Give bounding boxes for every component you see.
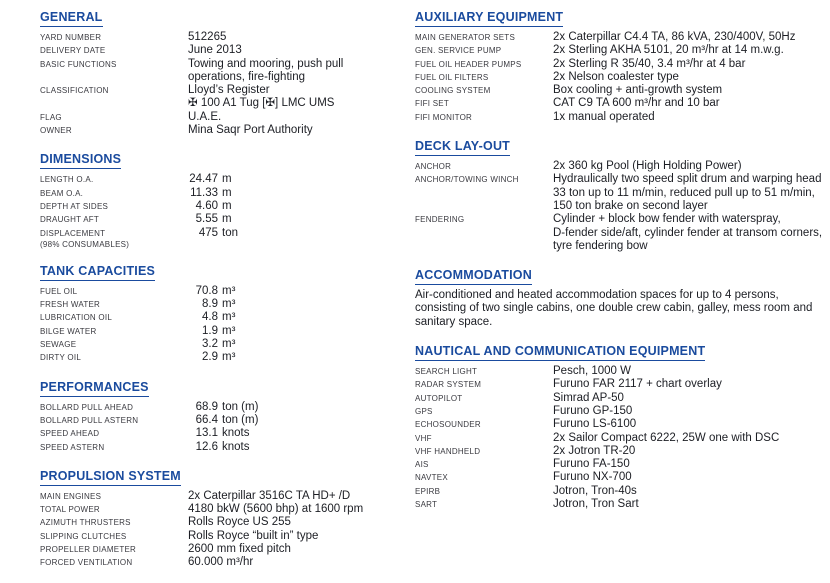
spec-row bbox=[415, 445, 829, 458]
value-line: June 2013 bbox=[188, 44, 242, 57]
value-unit: ton (m) bbox=[222, 413, 259, 426]
value-line: Box cooling + anti-growth system bbox=[553, 84, 723, 97]
spec-label-text: PROPELLER DIAMETER bbox=[40, 545, 137, 555]
value-unit: m³ bbox=[222, 351, 236, 364]
spec-label bbox=[40, 490, 188, 503]
spec-value bbox=[553, 445, 829, 458]
spec-row bbox=[415, 365, 829, 378]
spec-label-text: AIS bbox=[415, 460, 429, 470]
value-line: CAT C9 TA 600 m³/hr and 10 bar bbox=[553, 97, 720, 110]
spec-value bbox=[553, 485, 829, 498]
spec-value bbox=[188, 338, 402, 351]
spec-label bbox=[40, 44, 188, 57]
spec-value bbox=[553, 84, 829, 97]
spec-label-text: FRESH WATER bbox=[40, 300, 101, 310]
spec-row bbox=[415, 213, 829, 253]
spec-label-text: GPS bbox=[415, 406, 433, 416]
section-title: NAUTICAL AND COMMUNICATION EQUIPMENT bbox=[415, 345, 705, 361]
value-line: Furuno LS-6100 bbox=[553, 418, 637, 431]
value-unit: m bbox=[222, 173, 232, 186]
spec-label bbox=[415, 71, 553, 84]
spec-label bbox=[40, 213, 188, 226]
spec-row bbox=[40, 401, 402, 414]
value-unit: m³ bbox=[222, 324, 236, 337]
spec-label bbox=[40, 84, 188, 97]
spec-label-subtext: (98% CONSUMABLES) bbox=[40, 239, 130, 249]
spec-value bbox=[553, 365, 829, 378]
spec-label bbox=[40, 111, 188, 124]
spec-label bbox=[415, 213, 553, 226]
spec-label-text: COOLING SYSTEM bbox=[415, 86, 491, 96]
spec-label bbox=[40, 227, 188, 249]
spec-label bbox=[415, 44, 553, 57]
value-line: 60.000 m³/hr bbox=[188, 556, 254, 569]
spec-label-text: RADAR SYSTEM bbox=[415, 380, 482, 390]
spec-row bbox=[40, 285, 402, 298]
spec-label-text: OWNER bbox=[40, 126, 72, 136]
spec-row bbox=[40, 84, 402, 111]
spec-label bbox=[40, 311, 188, 324]
value-unit: m bbox=[222, 213, 232, 226]
spec-value bbox=[188, 285, 402, 298]
spec-label bbox=[415, 485, 553, 498]
value-line: Towing and mooring, push pull bbox=[188, 57, 344, 70]
spec-row bbox=[40, 200, 402, 213]
spec-value bbox=[188, 427, 402, 440]
spec-row bbox=[40, 427, 402, 440]
spec-row bbox=[415, 97, 829, 110]
value-number: 12.6 bbox=[195, 440, 218, 453]
spec-label bbox=[40, 427, 188, 440]
spec-value bbox=[553, 418, 829, 431]
spec-row bbox=[40, 173, 402, 186]
spec-value bbox=[553, 31, 829, 44]
value-number: 13.1 bbox=[195, 427, 218, 440]
value-number: 3.2 bbox=[202, 338, 218, 351]
section-propulsion-system bbox=[40, 467, 402, 570]
spec-label bbox=[40, 298, 188, 311]
value-line: D-fender side/aft, cylinder fender at transom corners, bbox=[553, 226, 823, 239]
spec-label-text: CLASSIFICATION bbox=[40, 86, 109, 96]
spec-row bbox=[40, 311, 402, 324]
spec-label-text: BEAM O.A. bbox=[40, 188, 84, 198]
spec-label bbox=[40, 401, 188, 414]
spec-value bbox=[553, 432, 829, 445]
spec-label bbox=[40, 187, 188, 200]
value-unit: m³ bbox=[222, 338, 236, 351]
spec-value bbox=[188, 503, 402, 516]
spec-label-text: BILGE WATER bbox=[40, 326, 97, 336]
spec-label bbox=[40, 31, 188, 44]
spec-row bbox=[40, 338, 402, 351]
value-line: Furuno NX-700 bbox=[553, 471, 632, 484]
spec-row bbox=[40, 556, 402, 569]
spec-label-text: VHF HANDHELD bbox=[415, 446, 481, 456]
spec-value bbox=[188, 556, 402, 569]
spec-label-text: DRAUGHT AFT bbox=[40, 215, 100, 225]
spec-row bbox=[415, 160, 829, 173]
spec-row bbox=[415, 485, 829, 498]
spec-label-text: SEWAGE bbox=[40, 340, 77, 350]
value-number: 24.47 bbox=[189, 173, 218, 186]
spec-row bbox=[415, 58, 829, 71]
spec-row bbox=[40, 187, 402, 200]
spec-label-text: MAIN ENGINES bbox=[40, 491, 102, 501]
value-line: Furuno GP-150 bbox=[553, 404, 633, 417]
spec-row bbox=[415, 458, 829, 471]
value-line: Lloyd’s Register bbox=[188, 84, 270, 97]
value-line: Furuno FAR 2117 + chart overlay bbox=[553, 378, 722, 391]
spec-value bbox=[553, 111, 829, 124]
spec-label bbox=[40, 58, 188, 71]
spec-value bbox=[188, 325, 402, 338]
spec-label bbox=[40, 351, 188, 364]
spec-value bbox=[188, 31, 402, 44]
spec-row bbox=[40, 325, 402, 338]
section-general bbox=[40, 8, 402, 137]
spec-row bbox=[40, 414, 402, 427]
spec-label-text: FIFI SET bbox=[415, 99, 449, 109]
value-line: 2600 mm fixed pitch bbox=[188, 543, 291, 556]
spec-label-text: ANCHOR/TOWING WINCH bbox=[415, 175, 519, 185]
spec-label bbox=[415, 111, 553, 124]
spec-row bbox=[415, 378, 829, 391]
spec-label bbox=[40, 200, 188, 213]
spec-sheet-right-column bbox=[415, 8, 829, 524]
spec-label-text: SEARCH LIGHT bbox=[415, 367, 478, 377]
value-line: 2x Sailor Compact 6222, 25W one with DSC bbox=[553, 431, 780, 444]
spec-value bbox=[553, 213, 829, 253]
value-unit: m bbox=[222, 186, 232, 199]
section-performances bbox=[40, 378, 402, 454]
value-number: 66.4 bbox=[195, 413, 218, 426]
spec-label-text: AZIMUTH THRUSTERS bbox=[40, 518, 131, 528]
spec-label bbox=[40, 543, 188, 556]
spec-label-text: MAIN GENERATOR SETS bbox=[415, 33, 516, 42]
section-title: ACCOMMODATION bbox=[415, 269, 532, 285]
spec-value bbox=[553, 173, 829, 213]
spec-label bbox=[40, 285, 188, 298]
section-auxiliary-equipment bbox=[415, 8, 829, 124]
spec-label bbox=[415, 471, 553, 484]
spec-label bbox=[40, 556, 188, 569]
value-line: Mina Saqr Port Authority bbox=[188, 124, 313, 137]
spec-label-text: FLAG bbox=[40, 112, 62, 122]
value-line: 2x Caterpillar C4.4 TA, 86 kVA, 230/400V, 50Hz bbox=[553, 31, 796, 43]
spec-label bbox=[415, 445, 553, 458]
spec-label-text: FUEL OIL bbox=[40, 286, 78, 296]
spec-label bbox=[415, 378, 553, 391]
spec-value bbox=[188, 84, 402, 111]
spec-label bbox=[415, 31, 553, 44]
spec-label bbox=[415, 418, 553, 431]
spec-label-text: DIRTY OIL bbox=[40, 353, 82, 363]
spec-label bbox=[415, 58, 553, 71]
spec-label-text: BASIC FUNCTIONS bbox=[40, 59, 117, 69]
spec-row bbox=[415, 498, 829, 511]
spec-label-text: ANCHOR bbox=[415, 162, 452, 172]
value-unit: m³ bbox=[222, 311, 236, 324]
spec-value bbox=[188, 311, 402, 324]
spec-row bbox=[40, 441, 402, 454]
value-number: 5.55 bbox=[195, 213, 218, 226]
spec-label-text: SPEED ASTERN bbox=[40, 442, 105, 452]
spec-value bbox=[188, 490, 402, 503]
spec-label-text: SPEED AHEAD bbox=[40, 429, 100, 439]
spec-value bbox=[553, 405, 829, 418]
spec-value bbox=[188, 44, 402, 57]
spec-row bbox=[415, 418, 829, 431]
spec-label-text: SART bbox=[415, 500, 438, 510]
spec-value bbox=[553, 160, 829, 173]
spec-label-text: DELIVERY DATE bbox=[40, 46, 106, 56]
spec-value bbox=[188, 441, 402, 454]
spec-value bbox=[188, 213, 402, 226]
value-line: 33 ton up to 11 m/min, reduced pull up to 51 m/min, bbox=[553, 186, 815, 199]
value-number: 475 bbox=[198, 226, 218, 239]
section-title: DECK LAY-OUT bbox=[415, 140, 510, 156]
spec-row bbox=[40, 516, 402, 529]
spec-label-text: VHF bbox=[415, 433, 432, 443]
spec-label-text: TOTAL POWER bbox=[40, 505, 100, 515]
spec-value bbox=[553, 471, 829, 484]
value-unit: ton bbox=[222, 226, 238, 239]
spec-label-text: LENGTH O.A. bbox=[40, 175, 94, 185]
value-line: 2x Sterling AKHA 5101, 20 m³/hr at 14 m.w.g. bbox=[553, 44, 784, 57]
section-title: PROPULSION SYSTEM bbox=[40, 470, 181, 486]
spec-value bbox=[188, 530, 402, 543]
spec-label-text: ECHOSOUNDER bbox=[415, 420, 481, 430]
spec-label bbox=[415, 84, 553, 97]
value-line: U.A.E. bbox=[188, 110, 222, 123]
spec-row bbox=[40, 44, 402, 57]
value-number: 68.9 bbox=[195, 400, 218, 413]
value-line: Rolls Royce “built in” type bbox=[188, 529, 319, 542]
section-accommodation bbox=[415, 266, 829, 329]
spec-label-text: FENDERING bbox=[415, 215, 465, 225]
spec-row bbox=[40, 503, 402, 516]
spec-value bbox=[553, 498, 829, 511]
spec-label bbox=[40, 414, 188, 427]
spec-value bbox=[188, 227, 402, 240]
spec-value bbox=[553, 458, 829, 471]
value-line: Jotron, Tron Sart bbox=[553, 498, 639, 511]
spec-label-text: NAVTEX bbox=[415, 473, 448, 483]
paragraph-line: sanitary space. bbox=[415, 315, 493, 328]
spec-label-text: DISPLACEMENT bbox=[40, 228, 106, 238]
spec-label bbox=[40, 516, 188, 529]
spec-row bbox=[40, 543, 402, 556]
spec-label bbox=[415, 97, 553, 110]
spec-label-text: FUEL OIL FILTERS bbox=[415, 72, 489, 82]
spec-label-text: SLIPPING CLUTCHES bbox=[40, 531, 127, 541]
value-line: 2x Caterpillar 3516C TA HD+ /D bbox=[188, 489, 351, 502]
spec-row bbox=[40, 31, 402, 44]
value-line: 2x Nelson coalester type bbox=[553, 70, 679, 83]
spec-label bbox=[415, 173, 553, 186]
spec-label-text: EPIRB bbox=[415, 486, 441, 496]
value-line: tyre fendering bow bbox=[553, 239, 648, 252]
section-tank-capacities bbox=[40, 262, 402, 365]
section-title: PERFORMANCES bbox=[40, 381, 149, 397]
spec-value bbox=[188, 516, 402, 529]
spec-value bbox=[188, 173, 402, 186]
spec-row bbox=[40, 227, 402, 249]
spec-label bbox=[415, 432, 553, 445]
value-line: Furuno FA-150 bbox=[553, 458, 630, 471]
spec-label-text: GEN. SERVICE PUMP bbox=[415, 46, 502, 56]
spec-value bbox=[553, 44, 829, 57]
spec-value bbox=[188, 187, 402, 200]
spec-row bbox=[415, 71, 829, 84]
value-unit: knots bbox=[222, 440, 250, 453]
section-deck-lay-out bbox=[415, 137, 829, 253]
value-line: Jotron, Tron-40s bbox=[553, 484, 637, 497]
value-line: 512265 bbox=[188, 31, 227, 43]
value-number: 4.8 bbox=[202, 311, 218, 324]
value-line: 2x 360 kg Pool (High Holding Power) bbox=[553, 160, 742, 173]
spec-value bbox=[188, 298, 402, 311]
spec-value bbox=[188, 414, 402, 427]
value-number: 11.33 bbox=[190, 186, 218, 199]
spec-label bbox=[415, 392, 553, 405]
value-number: 4.60 bbox=[195, 199, 218, 212]
spec-label bbox=[415, 405, 553, 418]
section-dimensions bbox=[40, 150, 402, 248]
spec-row bbox=[415, 392, 829, 405]
section-title: AUXILIARY EQUIPMENT bbox=[415, 11, 563, 27]
spec-label-text: FIFI MONITOR bbox=[415, 112, 473, 122]
section-title: DIMENSIONS bbox=[40, 153, 121, 169]
paragraph-line: consisting of two single cabins, one double crew cabin, galley, mess room and bbox=[415, 302, 813, 315]
spec-value bbox=[553, 97, 829, 110]
spec-label bbox=[40, 530, 188, 543]
section-paragraph bbox=[415, 289, 829, 329]
spec-row bbox=[415, 44, 829, 57]
spec-label bbox=[415, 498, 553, 511]
spec-row bbox=[415, 432, 829, 445]
spec-label bbox=[40, 338, 188, 351]
spec-label-text: AUTOPILOT bbox=[415, 393, 463, 403]
spec-value bbox=[553, 378, 829, 391]
spec-label bbox=[415, 365, 553, 378]
spec-label-text: FORCED VENTILATION bbox=[40, 558, 133, 568]
spec-row bbox=[40, 124, 402, 137]
spec-value bbox=[188, 401, 402, 414]
spec-value bbox=[188, 111, 402, 124]
section-nautical-and-communication-equipment bbox=[415, 342, 829, 511]
spec-row bbox=[40, 298, 402, 311]
spec-label-text: LUBRICATION OIL bbox=[40, 313, 113, 323]
spec-label-text: BOLLARD PULL ASTERN bbox=[40, 415, 139, 425]
value-number: 8.9 bbox=[202, 298, 218, 311]
section-title: GENERAL bbox=[40, 11, 103, 27]
value-unit: knots bbox=[222, 427, 250, 440]
spec-row bbox=[40, 58, 402, 85]
spec-row bbox=[40, 111, 402, 124]
spec-label-text: BOLLARD PULL AHEAD bbox=[40, 402, 134, 412]
spec-row bbox=[40, 490, 402, 503]
value-line: Simrad AP-50 bbox=[553, 391, 624, 404]
spec-value bbox=[188, 58, 402, 85]
value-line: 4180 bkW (5600 bhp) at 1600 rpm bbox=[188, 503, 364, 516]
value-line: Rolls Royce US 255 bbox=[188, 516, 291, 529]
spec-label bbox=[40, 124, 188, 137]
spec-label bbox=[40, 325, 188, 338]
value-number: 70.8 bbox=[195, 284, 218, 297]
value-line: Cylinder + block bow fender with waterspray, bbox=[553, 213, 781, 226]
spec-value bbox=[188, 543, 402, 556]
value-line: 2x Sterling R 35/40, 3.4 m³/hr at 4 bar bbox=[553, 57, 746, 70]
spec-label bbox=[40, 441, 188, 454]
value-unit: m bbox=[222, 199, 232, 212]
value-line: 150 ton brake on second layer bbox=[553, 199, 708, 212]
spec-value bbox=[553, 58, 829, 71]
spec-label-text: FUEL OIL HEADER PUMPS bbox=[415, 59, 522, 69]
spec-label bbox=[415, 160, 553, 173]
value-unit: ton (m) bbox=[222, 400, 259, 413]
paragraph-line: Air-conditioned and heated accommodation spaces for up to 4 persons, bbox=[415, 289, 779, 302]
spec-value bbox=[188, 124, 402, 137]
value-unit: m³ bbox=[222, 298, 236, 311]
spec-value bbox=[553, 71, 829, 84]
spec-sheet-left-column bbox=[40, 8, 402, 583]
value-line: ✠ 100 A1 Tug [✠] LMC UMS bbox=[188, 97, 335, 110]
spec-row bbox=[415, 31, 829, 44]
spec-row bbox=[415, 111, 829, 124]
spec-row bbox=[415, 471, 829, 484]
spec-label bbox=[40, 173, 188, 186]
spec-label bbox=[40, 503, 188, 516]
spec-label-text: YARD NUMBER bbox=[40, 33, 102, 42]
spec-row bbox=[40, 530, 402, 543]
value-number: 2.9 bbox=[202, 351, 218, 364]
spec-label bbox=[415, 458, 553, 471]
value-line: Hydraulically two speed split drum and warping head bbox=[553, 173, 822, 186]
spec-row bbox=[415, 84, 829, 97]
value-unit: m³ bbox=[222, 284, 236, 297]
value-line: operations, fire-fighting bbox=[188, 70, 305, 83]
spec-value bbox=[188, 351, 402, 364]
spec-value bbox=[188, 200, 402, 213]
section-title: TANK CAPACITIES bbox=[40, 265, 155, 281]
spec-value bbox=[553, 392, 829, 405]
spec-row bbox=[415, 173, 829, 213]
spec-row bbox=[415, 405, 829, 418]
spec-row bbox=[40, 213, 402, 226]
value-line: 2x Jotron TR-20 bbox=[553, 444, 636, 457]
spec-label-text: DEPTH AT SIDES bbox=[40, 201, 109, 211]
value-line: 1x manual operated bbox=[553, 110, 655, 123]
value-line: Pesch, 1000 W bbox=[553, 365, 631, 378]
value-number: 1.9 bbox=[202, 324, 218, 337]
spec-row bbox=[40, 351, 402, 364]
